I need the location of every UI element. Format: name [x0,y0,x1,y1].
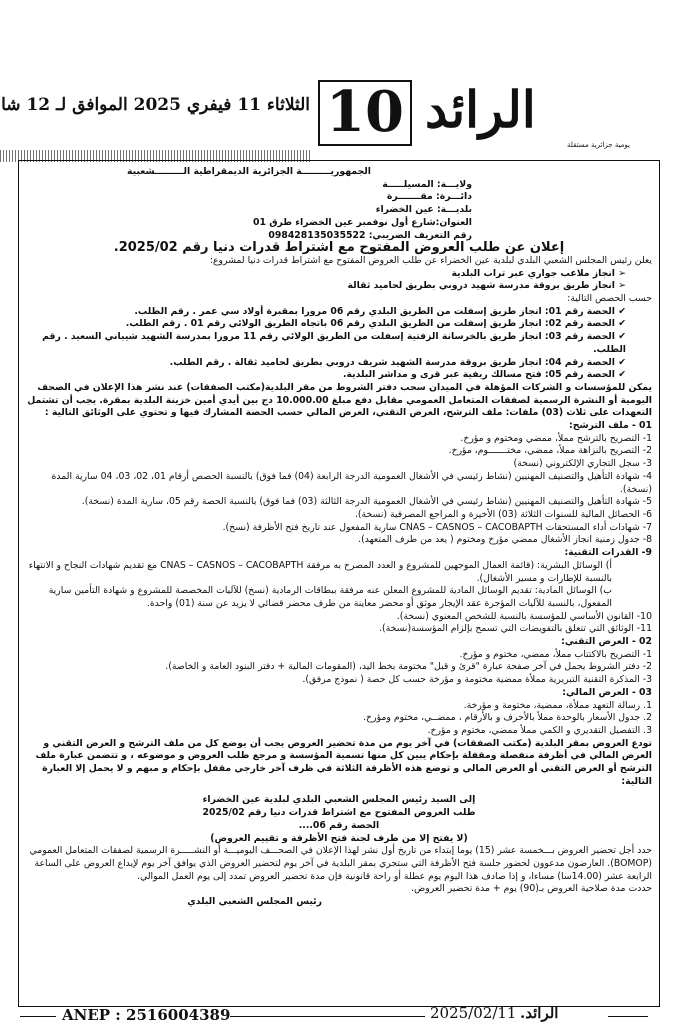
envelope-line: طلب العروض المفتوح مع اشتراط قدرات دنيا رقم 2025/02 [202,807,476,819]
tender-notice [26,166,652,909]
eligibility-paragraph: يمكن للمؤسسات و الشركات المؤهلة في الميدان سحب دفتر الشروط من مقر البلدية(مكتب الصفقات) عند نشر هذا الإعلان في الصحف اليومية أو النشرة الرسمية لصفقات المتعامل العمومي مقابل دفع مبلغ 10.000.00 دج بين أيدي أمين خزينة البلدية بمقرة. يجب أن تشتمل التعهدات على ثلاث (03) ملفات: ملف الترشح، العرض التقني، العرض المالي حسب الحصة المشارك فيها و تحتوي على الوثائق التالية : [27,381,652,419]
document-item: 1. رسالة التعهد مملأة، ممضية، مختومة و مؤرخة. [463,699,652,711]
document-item: 9- القدرات التقنية: [564,547,652,559]
header-line: ولايـــة: المسيلـــــة [382,178,472,190]
document-item: 2- التصريح بالنزاهة مملأ، ممضي، مختـــــــوم، مؤرخ. [448,445,652,457]
envelope-line: الحصة رقم 06.... [298,819,380,831]
intro: يعلن رئيس المجلس الشعبي البلدي لبلدية عين الخضراء عن طلب العروض المفتوح مع اشتراط قدرات دنيا لمشروع: [209,254,652,266]
lot-item: ✔ الحصة رقم 03: انجاز طريق بالخرسانة الزفتية إسفلت من الطريق الولائي رقم 11 مرورا بمدرسة الشهيد شيباني السعيد . رقم الطلب. [42,331,626,355]
lot-item: ✔ الحصة رقم 05: فتح مسالك ريفية عبر قرى و مداشر البلدية. [342,369,626,381]
footer-rule [20,1016,56,1017]
document-item: 3- المذكرة التقنية التبريرية مملأة ممضية مختومة و مؤرخة حسب كل حصة ( نموذج مرفق). [302,674,652,686]
footer-date: 2025/02/11 [430,1004,517,1022]
header-line: بلديـــة: عين الخضراء [375,204,472,216]
technical-offer-heading: 02 - العرض التقني: [561,636,652,648]
logo-tagline: يومية جزائرية مستقلة [567,141,630,149]
envelope-line: إلى السيد رئيس المجلس الشعبي البلدي لبلدية عين الخضراء [202,794,476,806]
republic-line: الجمهوريـــــــــة الجزائرية الديمقراطية الـــــــــشعبية [127,166,371,177]
document-item: 5- شهادة التأهيل والتصنيف المهنيين (نشاط رئيسي في الأشغال العمومية الدرجة الثالثة (03) فما فوق) بالنسبة الحصة رقم 05، سارية المدة (نسخة). [81,496,652,508]
document-item: 10- القانون الأساسي للمؤسسة بالنسبة للشخص المعنوي (نسخة). [396,610,652,622]
signature: رئيس المجلس الشعبي البلدي [187,896,322,908]
ad-footer [0,1002,676,1024]
document-item: 2- دفتر الشروط يحمل في آخر صفحة عبارة "قرئ و قبل" مختومة بخط اليد، (المقومات المالية + دفتر البنود العامة و الخاصة). [165,661,652,673]
document-item: 8- جدول زمنية انجاز الأشغال ممضي مؤرخ ومختوم ( يعد من طرف المتعهد). [358,534,652,546]
document-item: 2. جدول الأسعار بالوحدة مملأ بالأحرف و بالأرقام ، ممضــي، مختوم ومؤرخ. [363,712,652,724]
header-line: رقم التعريف الضريبي: 098428135035522 [268,229,472,241]
lot-item: ✔ الحصة رقم 01: انجاز طريق إسفلت من الطريق البلدي رقم 06 مرورا بمقبرة أولاد سي عمر . رقم الطلب. [134,305,626,317]
outer-envelope-text [26,794,652,845]
header-line: العنوان:شارع أول نوفمبر عين الخضراء طرق 01 [253,216,472,228]
project-item: ➢ انجاز طريق بروقة مدرسة شهيد دروبي بطريق لحاميد ثقالة [347,280,626,292]
anep-reference: ANEP : 2516004389 [62,1006,231,1024]
document-item: 1- التصريح بالاكتتاب مملأ، ممضي، مختوم و مؤرخ. [459,648,652,660]
document-item: 3. التفصيل التقديري و الكمي مملأ ممضي، مختوم و مؤرخ. [427,724,652,736]
footer-rule [608,1016,648,1017]
document-item: 4- شهادة التأهيل والتصنيف المهنيين (نشاط رئيسي في الأشغال العمومية الدرجة الرابعة (04) فما فوق) بالنسبة الحصص أرقام 01، 02، 03، 04 سارية المدة (نسخة). [51,470,652,495]
issue-date: الثلاثاء 11 فيفري 2025 الموافق لـ 12 شا [1,95,310,115]
newspaper-logo: الرائد [425,80,536,139]
header-line: دائـــرة: مقـــــــرة [386,191,472,203]
document-item: 6- الحصائل المالية للسنوات الثلاثة (03) الأخيرة و المراجع المصرفية (نسخة). [354,508,652,520]
validity-line: حددت مدة صلاحية العروض بـ(90) يوم + مدة تحضير العروض. [411,883,652,895]
envelope-line: (لا يفتح إلا من طرف لجنة فتح الأظرفة و تقييم العروض) [210,832,468,844]
lots-heading: حسب الحصص التالية: [567,293,652,305]
document-item: 7- شهادات أداء المستحقات CNAS – CASNOS – CACOBAPTH سارية المفعول عند تاريخ فتح الأظرفة (نسخ). [222,521,652,533]
closing-paragraph: حدد أجل تحضير العروض بـــخمسة عشر (15) يوما إبتداء من تاريخ أول نشر لهذا الإعلان في الصحـــف اليوميـــة أو النشـــــرة الرسمية لصفقات المتعامل العمومي (BOMOP). العارضون مدعوون لحضور جلسة فتح الأظرفة التي ستجري بمقر البلدية في آخر يوم لتحضير العروض الذي يوافق آخر يوم لإيداع العروض على الساعة الرابعة عشر (14.00سا) مساءا، و إذا صادف هذا اليوم يوم عطلة أو راحة قانونية فإن مدة تحضير العروض تمدد إلى يوم العمل الموالي. [29,845,652,882]
technical-means-item: ب) الوسائل المادية: تقديم الوسائل المادية للمشروع المعلن عنه مرفقة ببطاقات الرمادية (نسخ) للآليات المخصصة للمشروع و شهادة التأمين سارية المفعول، بالنسبة للآليات المؤجرة عقد الإيجار موثق أو محضر معاينة من طرف محضر قضائي لا يزيد عن سنة (01) واحدة. [48,585,612,609]
document-item: 1- التصريح بالترشح مملأ، ممضي ومختوم و مؤرخ. [460,432,652,444]
document-item: 11- الوثائق التي تتعلق بالتفويضات التي تسمح بإلزام المؤسسة(نسخة). [379,623,652,635]
financial-offer-heading: 03 - العرض المالي: [562,686,652,698]
lot-item: ✔ الحصة رقم 04: انجاز طريق بروقة مدرسة الشهيد شريف دروبي بطريق لحاميد ثقالة . رقم الطلب. [169,356,626,368]
lot-item: ✔ الحصة رقم 02: انجاز طريق إسفلت من الطريق البلدي رقم 06 باتجاه الطريق الولائي رقم 01 . رقم الطلب. [125,318,626,330]
project-item: ➢ انجاز ملاعب جواري عبر تراب البلدية [451,267,626,279]
technical-means-item: أ) الوسائل البشرية: (قائمة العمال الموجهين للمشروع و العدد المصرح به مرفقة CNAS – CASNOS – CACOBAPTH مع تقديم شهادات النجاح و الانتهاء بالنسبة للإطارات و مسير الأشغال). [28,559,612,584]
issuer-header [26,166,472,242]
candidacy-file-heading: 01 - ملف الترشح: [569,420,652,432]
document-item: 3- سجل التجاري الإلكتروني (نسخة) [513,458,652,470]
footer-rule [230,1016,425,1017]
notice-title: إعلان عن طلب العروض المفتوح مع اشتراط قدرات دنيا رقم 2025/02. [113,240,565,256]
submission-paragraph: تودع العروض بمقر البلدية (مكتب الصفقات) في آخر يوم من مدة تحضير العروض يجب أن يوضع كل من ملف الترشح و العرض التقني و العرض المالي في أظرفة منفصلة ومقفلة بإحكام يبين كل منها تسمية المؤسسة و مرجع طلب العروض و موضوعه ، و تتضمن عبارة ملف الترشح أو العرض التقني أو العرض المالي و توضع هذه الأظرفة الثلاثة في ظرف آخر خارجي مقفل بإحكام و مبهم و لا يحمل إلا العبارة التالية: [35,737,652,787]
footer-paper-name: الرائد. [520,1004,559,1022]
page-number: 10 [318,80,412,146]
